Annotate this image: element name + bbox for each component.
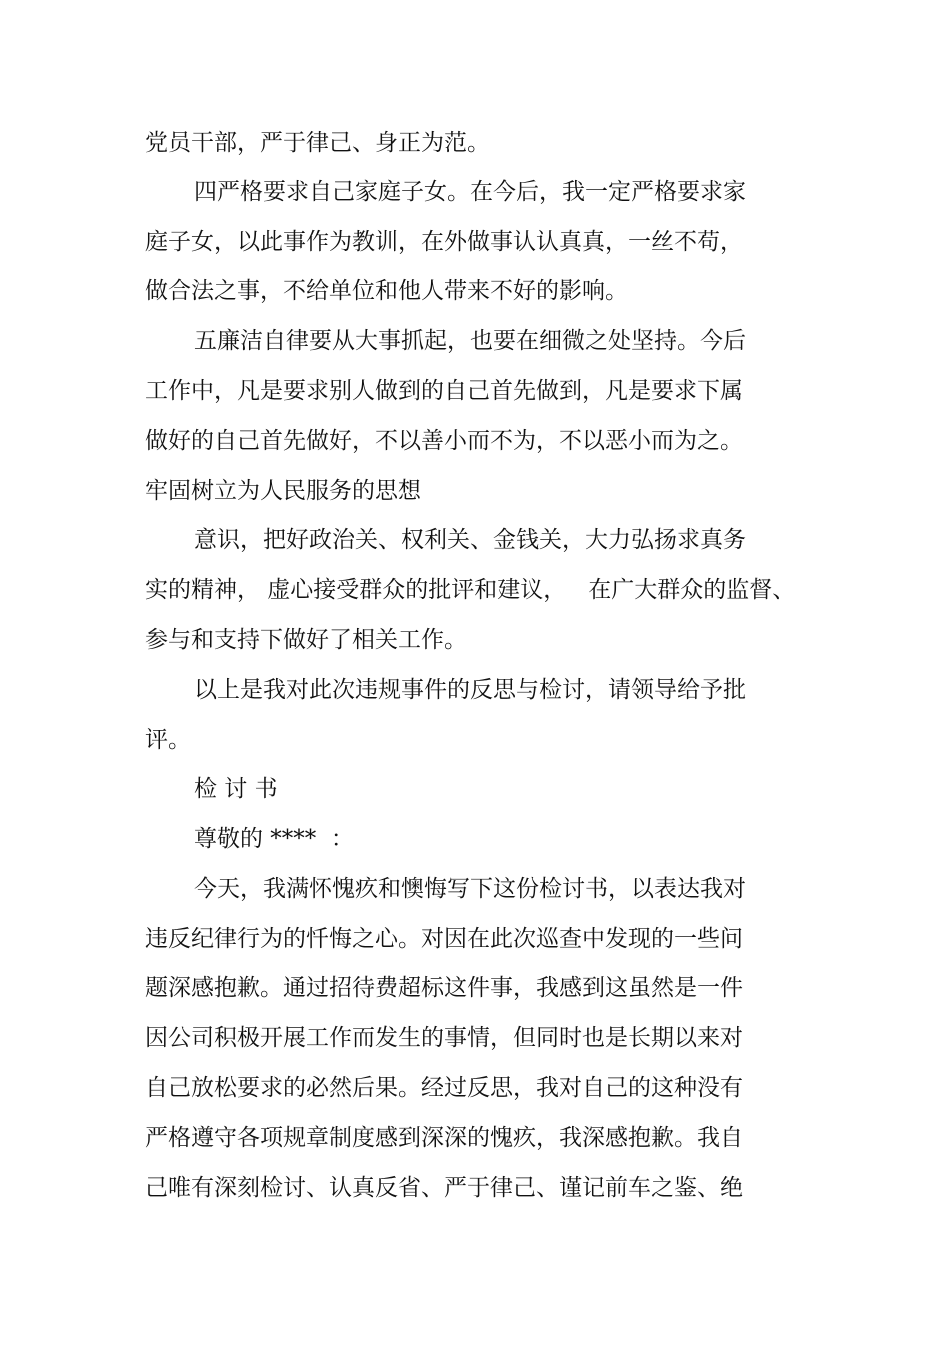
text-line-6: 工作中，凡是要求别人做到的自己首先做到，凡是要求下属 [145, 378, 743, 404]
text-line-19: 因公司积极开展工作而发生的事情，但同时也是长期以来对 [145, 1025, 743, 1051]
text-line-1: 党员干部，严于律己、身正为范。 [145, 130, 490, 156]
text-line-12: 以上是我对此次违规事件的反思与检讨，请领导给予批 [194, 677, 746, 703]
text-line-13: 评。 [145, 727, 191, 753]
text-line-9: 意识，把好政治关、权利关、金钱关，大力弘扬求真务 [194, 527, 746, 553]
text-line-16: 今天，我满怀愧疚和懊悔写下这份检讨书，以表达我对 [194, 876, 746, 902]
text-line-4: 做合法之事，不给单位和他人带来不好的影响。 [145, 278, 628, 304]
text-line-18: 题深感抱歉。通过招待费超标这件事，我感到这虽然是一件 [145, 975, 743, 1001]
text-line-2: 四严格要求自己家庭子女。在今后，我一定严格要求家 [194, 179, 746, 205]
text-line-11: 参与和支持下做好了相关工作。 [145, 627, 467, 653]
text-line-10: 实的精神， 虚心接受群众的批评和建议， 在广大群众的监督、 [145, 577, 796, 603]
text-line-5: 五廉洁自律要从大事抓起，也要在细微之处坚持。今后 [194, 328, 746, 354]
salutation: 尊敬的 **** ： [194, 826, 354, 852]
text-line-21: 严格遵守各项规章制度感到深深的愧疚，我深感抱歉。我自 [145, 1125, 743, 1151]
section-title: 检 讨 书 [194, 776, 278, 802]
text-line-20: 自己放松要求的必然后果。经过反思，我对自己的这种没有 [145, 1075, 743, 1101]
text-line-8: 牢固树立为人民服务的思想 [145, 478, 421, 504]
text-line-22: 己唯有深刻检讨、认真反省、严于律己、谨记前车之鉴、绝 [145, 1175, 743, 1201]
text-line-3: 庭子女，以此事作为教训，在外做事认认真真，一丝不苟， [145, 229, 743, 255]
text-line-17: 违反纪律行为的忏悔之心。对因在此次巡查中发现的一些问 [145, 926, 743, 952]
text-line-7: 做好的自己首先做好，不以善小而不为，不以恶小而为之。 [145, 428, 743, 454]
